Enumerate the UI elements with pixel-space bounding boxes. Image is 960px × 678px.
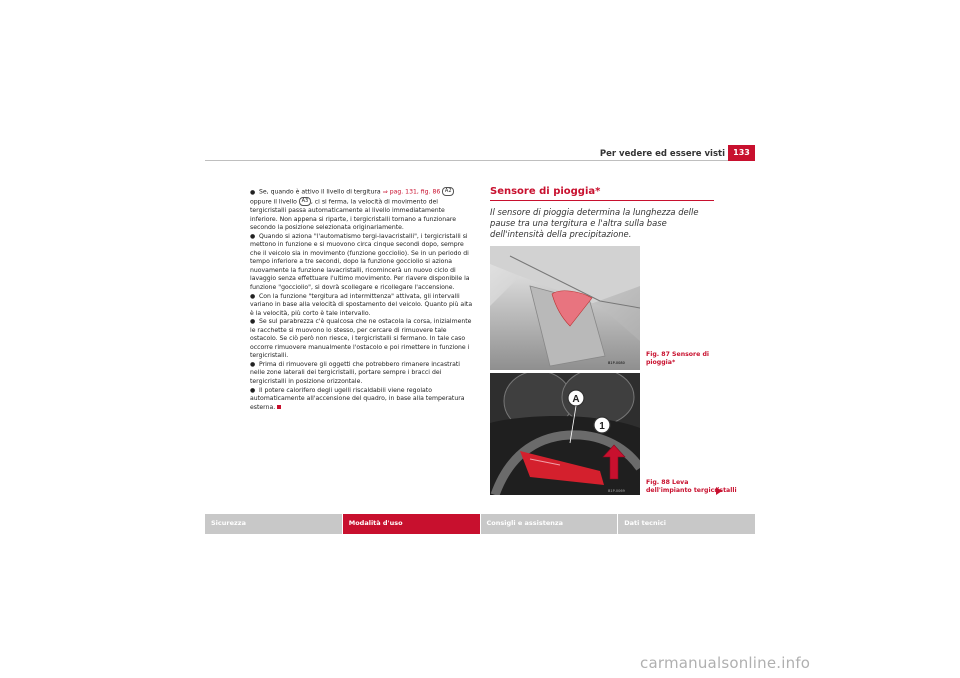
footer-nav [205,514,755,534]
cross-reference-link[interactable]: ⇒ pag. 131, fig. 86 [382,188,441,196]
figure-code: B1P-0069 [608,489,625,493]
body-text: Se, quando è attivo il livello di tergitura [259,188,383,196]
body-text: Quando si aziona "l'automatismo tergi-lavacristalli", i tergicristalli si mettono in funzione e si muovono circa cinque secondi dopo, sempre che il veicolo sia in movimento (funzione gocciolio). Se in un periodo di tempo inferiore a tre secondi, dopo la funzione gocciolio si aziona nuovamente la funzione lavacristalli, ricomincerà un nuovo ciclo di lavaggio senza effettuare l'ultimo movimento. Per riavere disponibile la funzione "gocciolio", si dovrà scollegare e ricollegare l'accensione. [250,232,470,292]
rain-sensor-illustration [490,246,640,370]
bullet-paragraph [250,318,474,361]
section-title: Sensore di pioggia* [490,186,601,197]
footer-tab-consigli-e-assistenza[interactable]: Consigli e assistenza [480,514,618,534]
wiper-stalk-illustration [490,373,640,495]
bullet-icon: ● [250,292,256,300]
header-rule [205,160,755,161]
figure-wiper-stalk [490,373,640,495]
figure-87-caption: Fig. 87 Sensore di pioggia* [646,351,709,366]
position-marker: A3 [299,197,311,206]
bullet-icon: ● [250,318,256,326]
footer-tab-dati-tecnici[interactable]: Dati tecnici [617,514,755,534]
label-1: 1 [599,421,605,432]
bullet-icon: ● [250,232,256,240]
section-rule [490,200,714,201]
figure-88-caption: Fig. 88 Leva dell'impianto tergicristalli [646,479,737,494]
bullet-paragraph [250,233,474,293]
continue-arrow-icon [716,487,722,495]
bullet-icon: ● [250,386,256,394]
bullet-icon: ● [250,360,256,368]
body-text: oppure il livello [250,198,299,206]
bullet-paragraph [250,387,474,413]
body-text: Con la funzione "tergitura ad intermittenza" attivata, gli intervalli variano in base alla velocità di spostamento del veicolo. Quanto più alta è la velocità, più corto è tale intervallo. [250,292,473,317]
bullet-paragraph [250,361,474,387]
body-text-column [250,187,474,412]
body-text: Prima di rimuovere gli oggetti che potrebbero rimanere incastrati nelle zone laterali dei tergicristalli, portare sempre i bracci dei tergicristalli in posizione orizzontale. [250,360,460,386]
section-lead: Il sensore di pioggia determina la lunghezza delle pause tra una tergitura e l'altra sulla base dell'intensità della precipitazione. [490,207,699,240]
footer-tab-sicurezza[interactable]: Sicurezza [205,514,342,534]
body-text: Se sul parabrezza c'è qualcosa che ne ostacola la corsa, inizialmente le racchette si muovono lo stesso, per cercare di rimuovere tale ostacolo. Se ciò però non riesce, i tergicristalli si fermano. In tale caso occorre rimuovere manualmente l'ostacolo e poi rimettere in funzione i tergicristalli. [250,318,472,360]
position-marker: A2 [442,187,454,196]
bullet-paragraph [250,293,474,319]
bullet-icon: ● [250,188,256,196]
watermark: carmanualsonline.info [640,654,811,672]
footer-tab-modalit-d-uso[interactable]: Modalità d'uso [342,514,480,534]
page-number: 133 [728,145,755,161]
label-a: A [572,394,580,405]
figure-rain-sensor [490,246,640,370]
body-text: , ci si ferma, la velocità di movimento dei tergicristalli passa automaticamente al livello immediatamente inferiore. Non appena si riparte, i tergicristalli tornano a funzionare secondo la posizione selezionata originariamente. [250,198,457,232]
figure-code: B1P-0080 [608,361,625,365]
running-header: Per vedere ed essere visti [599,149,725,159]
bullet-paragraph [250,187,474,233]
section-end-icon [277,405,281,409]
body-text: Il potere calorifero degli ugelli riscaldabili viene regolato automaticamente all'accensione del quadro, in base alla temperatura esterna. [250,386,465,411]
